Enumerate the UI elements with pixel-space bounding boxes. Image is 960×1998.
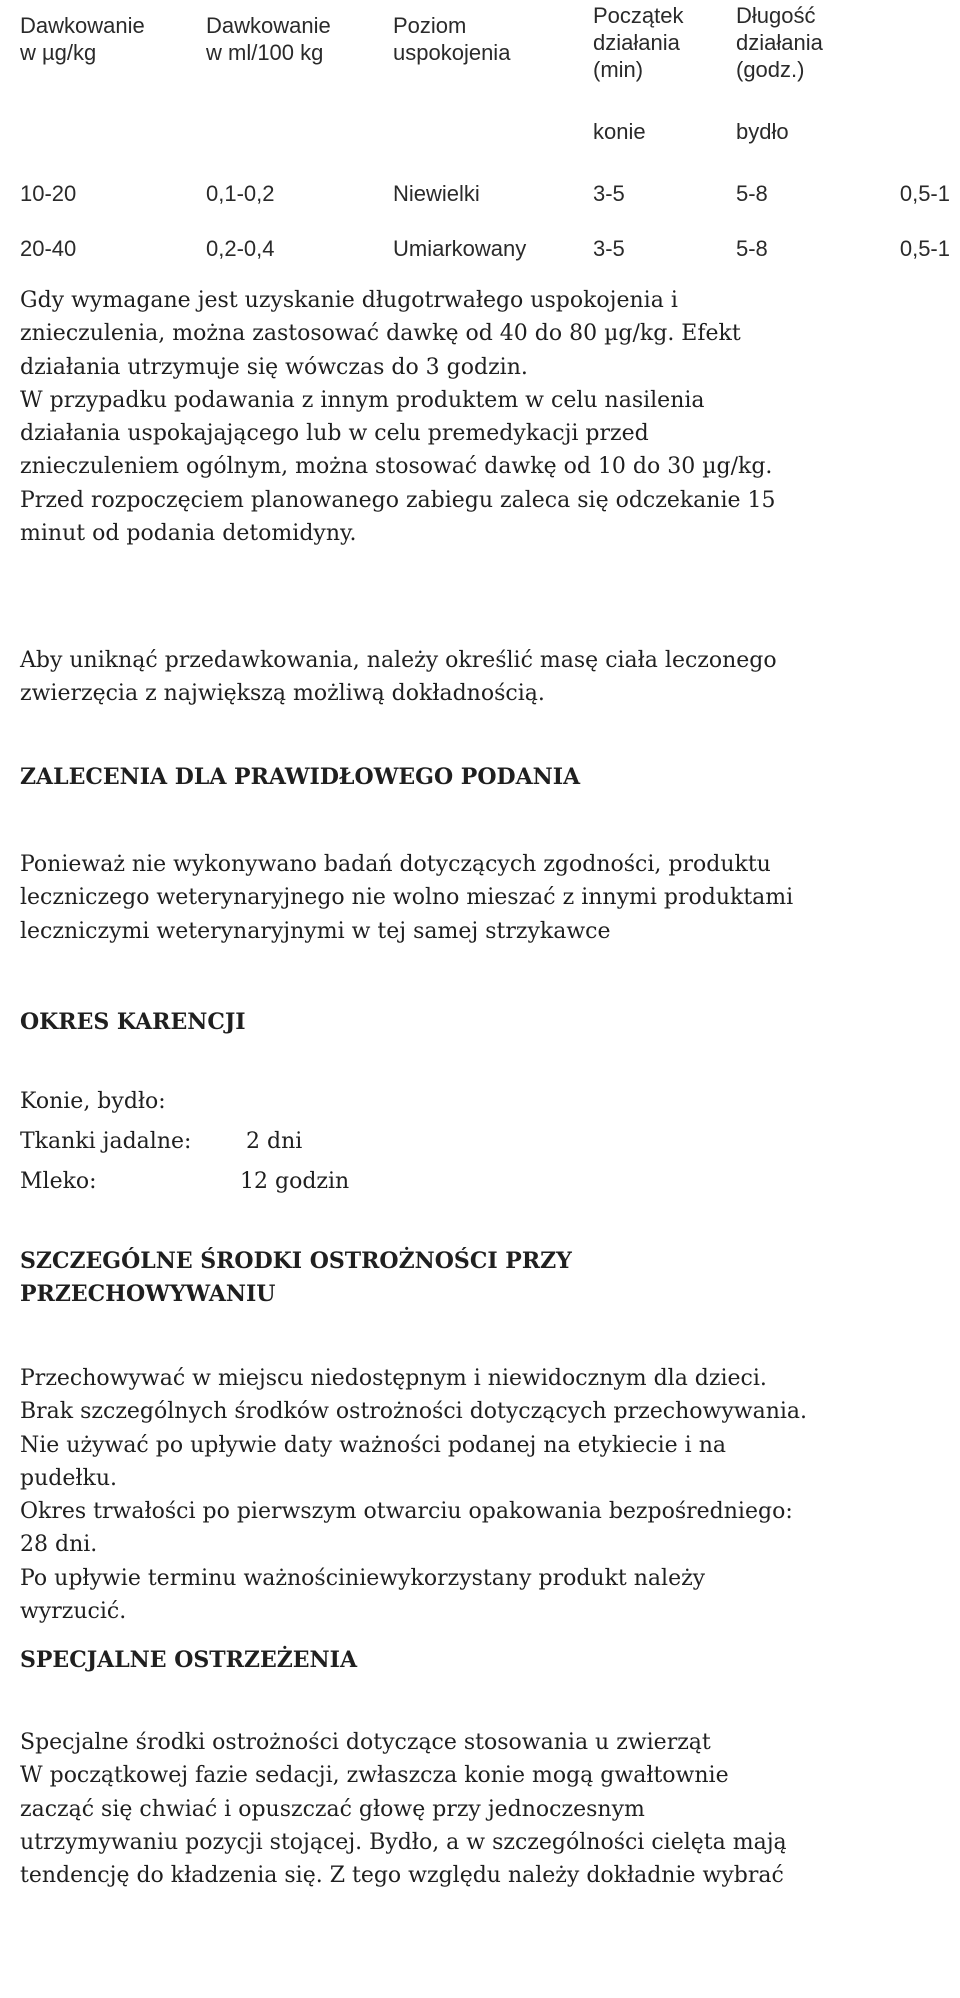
subheader-cell: konie (593, 119, 646, 144)
overdose-paragraph: Aby uniknąć przedawkowania, należy określić masę ciała leczonego zwierzęcia z największą możliwą dokładnością. (20, 648, 777, 707)
table-subheader-row (20, 112, 950, 166)
header-cell: Długość działania (godz.) (736, 3, 823, 82)
tissue-value: 2 dni (246, 1129, 303, 1154)
administration-paragraph: Ponieważ nie wykonywano badań dotyczących zgodności, produktu leczniczego weterynaryjnego nie wolno mieszać z innymi produktami leczniczymi weterynaryjnymi w tej samej strzykawce (20, 852, 794, 944)
section-heading-warnings: SPECJALNE OSTRZEŻENIA (20, 1647, 358, 1673)
withdrawal-species: Konie, bydło: (20, 1089, 166, 1114)
subheader-cell (393, 112, 593, 166)
dosage-table (20, 2, 950, 276)
tissue-label: Tkanki jadalne: (20, 1129, 192, 1154)
table-header-row (20, 2, 950, 112)
table-cell: 3-5 (593, 236, 625, 261)
table-cell: Niewielki (393, 181, 480, 206)
header-cell: Początek działania (min) (593, 3, 684, 82)
table-cell: 20-40 (20, 236, 77, 261)
milk-label: Mleko: (20, 1169, 97, 1194)
header-cell: Dawkowanie w µg/kg (20, 13, 145, 65)
table-cell: 3-5 (593, 181, 625, 206)
table-row (20, 166, 950, 221)
header-cell: Dawkowanie w ml/100 kg (206, 13, 331, 65)
subheader-cell: bydło (736, 119, 789, 144)
withdrawal-tissue-row (20, 1125, 302, 1158)
header-cell: Poziom uspokojenia (393, 13, 511, 65)
table-cell: 0,5-1 (899, 181, 950, 206)
section-heading-withdrawal: OKRES KARENCJI (20, 1009, 246, 1035)
milk-value: 12 godzin (240, 1169, 350, 1194)
header-cell (878, 2, 950, 112)
warnings-paragraph: Specjalne środki ostrożności dotyczące stosowania u zwierząt W początkowej fazie sedacji, zwłaszcza konie mogą gwałtownie zacząć się chwiać i opuszczać głowę przy jednoczesnym utrzymywaniu pozycji stojącej. Bydło, a w szczególności cielęta mają tendencję do kładzenia się. Z tego względu należy dokładnie wybrać (20, 1730, 787, 1889)
table-cell: 10-20 (20, 181, 77, 206)
section-heading-administration: ZALECENIA DLA PRAWIDŁOWEGO PODANIA (20, 764, 581, 790)
table-cell: 0,5-1 (899, 236, 950, 261)
table-cell: 5-8 (736, 236, 768, 261)
section-heading-storage: SZCZEGÓLNE ŚRODKI OSTROŻNOŚCI PRZY PRZECHOWYWANIU (20, 1248, 572, 1308)
table-cell: 5-8 (736, 181, 768, 206)
table-cell: 0,1-0,2 (206, 181, 275, 206)
table-row (20, 221, 950, 276)
table-cell: 0,2-0,4 (206, 236, 275, 261)
subheader-cell (878, 112, 950, 166)
dosage-paragraph: Gdy wymagane jest uzyskanie długotrwałego uspokojenia i znieczulenia, można zastosować dawkę od 40 do 80 µg/kg. Efekt działania utrzymuje się wówczas do 3 godzin. W przypadku podawania z innym produktem w celu nasilenia działania uspokajającego lub w celu premedykacji przed znieczuleniem ogólnym, można stosować dawkę od 10 do 30 µg/kg. Przed rozpoczęciem planowanego zabiegu zaleca się odczekanie 15 minut od podania detomidyny. (20, 288, 776, 547)
subheader-cell (206, 112, 393, 166)
subheader-cell (20, 112, 206, 166)
table-cell: Umiarkowany (393, 236, 527, 261)
withdrawal-milk-row (20, 1165, 349, 1198)
storage-paragraph: Przechowywać w miejscu niedostępnym i niewidocznym dla dzieci. Brak szczególnych środków ostrożności dotyczących przechowywania. Nie używać po upływie daty ważności podanej na etykiecie i na pudełku. Okres trwałości po pierwszym otwarciu opakowania bezpośredniego: 28 dni. Po upływie terminu ważnościniewykorzystany produkt należy wyrzucić. (20, 1366, 808, 1625)
